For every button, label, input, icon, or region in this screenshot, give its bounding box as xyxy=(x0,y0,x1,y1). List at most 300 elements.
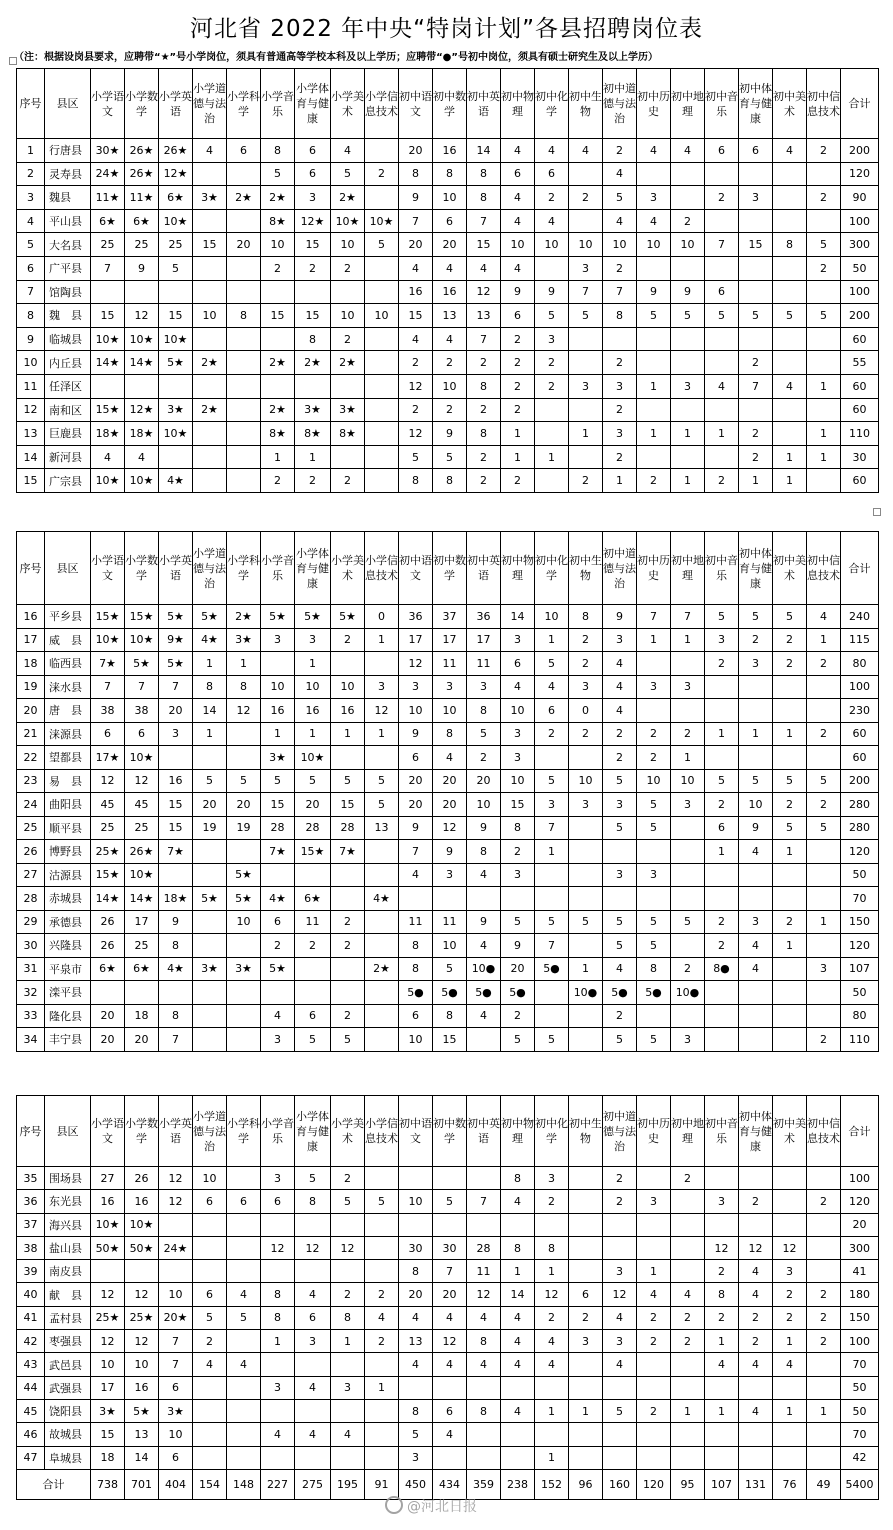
count-cell xyxy=(193,934,227,958)
count-cell xyxy=(739,1446,773,1469)
count-cell xyxy=(91,280,125,304)
count-cell xyxy=(193,910,227,934)
count-cell: 4 xyxy=(501,1353,535,1376)
column-header: 小学美术 xyxy=(331,1096,365,1167)
count-cell: 12 xyxy=(227,699,261,723)
count-cell xyxy=(535,887,569,911)
index-cell: 5 xyxy=(17,233,45,257)
index-cell: 1 xyxy=(17,139,45,163)
count-cell: 115 xyxy=(841,628,879,652)
column-header: 初中化学 xyxy=(535,1096,569,1167)
count-cell xyxy=(159,445,193,469)
count-cell: 8 xyxy=(295,1190,331,1213)
count-cell: 1 xyxy=(569,422,603,446)
count-cell: 12 xyxy=(433,816,467,840)
count-cell: 12 xyxy=(159,1190,193,1213)
count-cell xyxy=(637,1004,671,1028)
count-cell: 4★ xyxy=(159,469,193,493)
count-cell xyxy=(227,1399,261,1422)
count-cell: 8● xyxy=(705,957,739,981)
count-cell xyxy=(365,398,399,422)
count-cell: 1 xyxy=(807,910,841,934)
count-cell: 9 xyxy=(603,605,637,629)
index-cell: 20 xyxy=(17,699,45,723)
count-cell: 2 xyxy=(705,186,739,210)
count-cell: 5 xyxy=(569,304,603,328)
count-cell xyxy=(773,398,807,422)
count-cell xyxy=(365,374,399,398)
count-cell: 3 xyxy=(569,374,603,398)
count-cell: 1 xyxy=(671,422,705,446)
count-cell xyxy=(773,327,807,351)
count-cell: 5 xyxy=(705,304,739,328)
index-cell: 6 xyxy=(17,256,45,280)
count-cell: 5● xyxy=(399,981,433,1005)
count-cell: 25★ xyxy=(91,1306,125,1329)
count-cell: 15★ xyxy=(125,605,159,629)
count-cell xyxy=(433,1446,467,1469)
count-cell: 5 xyxy=(637,793,671,817)
count-cell xyxy=(739,863,773,887)
count-cell: 12★ xyxy=(295,209,331,233)
count-cell: 3 xyxy=(501,746,535,770)
index-cell: 41 xyxy=(17,1306,45,1329)
count-cell: 5 xyxy=(705,769,739,793)
count-cell: 2 xyxy=(637,746,671,770)
table-row xyxy=(17,769,879,793)
count-cell: 10★ xyxy=(365,209,399,233)
count-cell: 10● xyxy=(467,957,501,981)
count-cell: 60 xyxy=(841,746,879,770)
count-cell: 5 xyxy=(773,605,807,629)
count-cell: 4 xyxy=(399,1306,433,1329)
count-cell xyxy=(261,1213,295,1236)
count-cell xyxy=(739,162,773,186)
index-cell: 14 xyxy=(17,445,45,469)
county-cell: 广宗县 xyxy=(45,469,91,493)
count-cell xyxy=(295,1446,331,1469)
count-cell xyxy=(773,162,807,186)
count-cell: 2 xyxy=(637,469,671,493)
count-cell: 15 xyxy=(331,793,365,817)
count-cell xyxy=(569,1423,603,1446)
count-cell: 2 xyxy=(193,1330,227,1353)
count-cell: 10 xyxy=(159,1423,193,1446)
count-cell xyxy=(807,351,841,375)
count-cell: 8 xyxy=(467,1330,501,1353)
count-cell: 60 xyxy=(841,398,879,422)
count-cell xyxy=(261,1399,295,1422)
count-cell: 10 xyxy=(331,304,365,328)
count-cell: 3 xyxy=(399,675,433,699)
county-cell: 滦平县 xyxy=(45,981,91,1005)
column-header: 初中体育与健康 xyxy=(739,532,773,605)
total-cell: 160 xyxy=(603,1469,637,1499)
count-cell: 6 xyxy=(399,1004,433,1028)
count-cell: 38 xyxy=(125,699,159,723)
count-cell: 5 xyxy=(603,1399,637,1422)
count-cell xyxy=(331,280,365,304)
count-cell xyxy=(365,422,399,446)
count-cell: 24★ xyxy=(159,1236,193,1259)
count-cell xyxy=(637,840,671,864)
column-header: 县区 xyxy=(45,69,91,139)
count-cell: 1 xyxy=(365,1376,399,1399)
index-cell: 12 xyxy=(17,398,45,422)
count-cell: 1 xyxy=(501,1260,535,1283)
count-cell: 17 xyxy=(467,628,501,652)
count-cell: 12 xyxy=(261,1236,295,1259)
count-cell: 41 xyxy=(841,1260,879,1283)
count-cell: 2 xyxy=(569,652,603,676)
count-cell xyxy=(467,1446,501,1469)
count-cell xyxy=(365,327,399,351)
column-header: 小学道德与法治 xyxy=(193,69,227,139)
table-corner-marker xyxy=(873,508,881,516)
count-cell xyxy=(193,1446,227,1469)
count-cell: 2 xyxy=(603,1004,637,1028)
count-cell xyxy=(433,1213,467,1236)
count-cell: 2 xyxy=(501,398,535,422)
count-cell: 5★ xyxy=(193,887,227,911)
count-cell xyxy=(773,1190,807,1213)
count-cell xyxy=(807,840,841,864)
count-cell: 5 xyxy=(637,304,671,328)
count-cell xyxy=(739,398,773,422)
count-cell: 2 xyxy=(705,652,739,676)
count-cell xyxy=(331,374,365,398)
table-row xyxy=(17,139,879,163)
count-cell: 4 xyxy=(637,139,671,163)
count-cell: 3 xyxy=(773,1260,807,1283)
column-header: 小学体育与健康 xyxy=(295,69,331,139)
count-cell: 12 xyxy=(399,374,433,398)
count-cell: 5 xyxy=(295,769,331,793)
count-cell: 28 xyxy=(467,1236,501,1259)
count-cell: 5 xyxy=(603,816,637,840)
total-cell: 152 xyxy=(535,1469,569,1499)
index-cell: 23 xyxy=(17,769,45,793)
count-cell: 15 xyxy=(433,1028,467,1052)
count-cell xyxy=(807,675,841,699)
count-cell xyxy=(399,1376,433,1399)
count-cell: 4 xyxy=(501,1330,535,1353)
count-cell: 2 xyxy=(501,469,535,493)
column-header: 初中生物 xyxy=(569,532,603,605)
count-cell xyxy=(365,1236,399,1259)
count-cell xyxy=(807,1004,841,1028)
count-cell: 7 xyxy=(399,209,433,233)
count-cell: 5 xyxy=(365,233,399,257)
column-header: 小学体育与健康 xyxy=(295,532,331,605)
count-cell: 5 xyxy=(535,652,569,676)
count-cell: 5 xyxy=(637,910,671,934)
index-cell: 47 xyxy=(17,1446,45,1469)
count-cell xyxy=(773,280,807,304)
count-cell xyxy=(705,1004,739,1028)
count-cell: 2 xyxy=(467,351,501,375)
count-cell: 2 xyxy=(501,327,535,351)
count-cell: 10 xyxy=(331,233,365,257)
count-cell: 6 xyxy=(159,1446,193,1469)
county-cell: 故城县 xyxy=(45,1423,91,1446)
count-cell xyxy=(331,1353,365,1376)
count-cell xyxy=(637,1446,671,1469)
table-row xyxy=(17,699,879,723)
count-cell xyxy=(671,1446,705,1469)
count-cell xyxy=(671,816,705,840)
table-row xyxy=(17,746,879,770)
count-cell: 7 xyxy=(603,280,637,304)
count-cell xyxy=(227,722,261,746)
count-cell: 5 xyxy=(807,233,841,257)
count-cell: 7 xyxy=(159,1353,193,1376)
column-header: 小学数学 xyxy=(125,69,159,139)
count-cell: 50 xyxy=(841,1399,879,1422)
column-header: 初中体育与健康 xyxy=(739,69,773,139)
count-cell: 9 xyxy=(671,280,705,304)
index-cell: 30 xyxy=(17,934,45,958)
count-cell xyxy=(193,1028,227,1052)
count-cell xyxy=(637,652,671,676)
count-cell: 1 xyxy=(637,374,671,398)
column-header: 初中化学 xyxy=(535,69,569,139)
count-cell: 5 xyxy=(295,1167,331,1190)
total-cell: 148 xyxy=(227,1469,261,1499)
count-cell: 2 xyxy=(773,628,807,652)
table-row xyxy=(17,887,879,911)
count-cell: 30 xyxy=(433,1236,467,1259)
count-cell xyxy=(365,280,399,304)
count-cell: 8 xyxy=(159,934,193,958)
count-cell xyxy=(739,981,773,1005)
count-cell: 230 xyxy=(841,699,879,723)
count-cell xyxy=(671,351,705,375)
count-cell: 10● xyxy=(671,981,705,1005)
count-cell: 200 xyxy=(841,304,879,328)
count-cell xyxy=(807,1423,841,1446)
count-cell: 107 xyxy=(841,957,879,981)
count-cell xyxy=(193,1004,227,1028)
count-cell: 6★ xyxy=(91,957,125,981)
count-cell: 10 xyxy=(501,769,535,793)
index-cell: 4 xyxy=(17,209,45,233)
count-cell: 3★ xyxy=(227,628,261,652)
count-cell: 1 xyxy=(773,1399,807,1422)
count-cell xyxy=(807,1236,841,1259)
count-cell: 5 xyxy=(773,769,807,793)
count-cell: 2 xyxy=(671,209,705,233)
count-cell: 7 xyxy=(569,280,603,304)
count-cell: 11 xyxy=(433,652,467,676)
count-cell xyxy=(671,1376,705,1399)
count-cell: 2 xyxy=(807,256,841,280)
column-header: 初中生物 xyxy=(569,1096,603,1167)
count-cell: 2 xyxy=(637,722,671,746)
count-cell: 2 xyxy=(739,1306,773,1329)
count-cell: 2 xyxy=(705,1260,739,1283)
count-cell xyxy=(705,863,739,887)
count-cell: 12 xyxy=(295,1236,331,1259)
index-cell: 13 xyxy=(17,422,45,446)
county-cell: 新河县 xyxy=(45,445,91,469)
county-cell: 武邑县 xyxy=(45,1353,91,1376)
count-cell: 15 xyxy=(261,304,295,328)
count-cell: 20 xyxy=(91,1028,125,1052)
count-cell: 7 xyxy=(637,605,671,629)
count-cell: 12 xyxy=(365,699,399,723)
count-cell xyxy=(637,699,671,723)
count-cell xyxy=(365,652,399,676)
count-cell: 15 xyxy=(91,304,125,328)
count-cell: 4 xyxy=(535,139,569,163)
count-cell xyxy=(125,981,159,1005)
count-cell xyxy=(739,1004,773,1028)
count-cell: 4 xyxy=(637,209,671,233)
count-cell xyxy=(569,887,603,911)
count-cell xyxy=(569,209,603,233)
count-cell: 3 xyxy=(261,1376,295,1399)
count-cell: 7 xyxy=(125,675,159,699)
count-cell: 8 xyxy=(399,957,433,981)
count-cell: 8 xyxy=(467,840,501,864)
total-cell: 404 xyxy=(159,1469,193,1499)
count-cell xyxy=(365,934,399,958)
count-cell xyxy=(399,1213,433,1236)
count-cell: 3 xyxy=(261,628,295,652)
column-header: 小学音乐 xyxy=(261,69,295,139)
count-cell: 12 xyxy=(91,1283,125,1306)
count-cell: 16 xyxy=(159,769,193,793)
count-cell: 10 xyxy=(261,675,295,699)
count-cell: 80 xyxy=(841,652,879,676)
count-cell: 20 xyxy=(433,233,467,257)
count-cell: 2 xyxy=(773,793,807,817)
index-cell: 39 xyxy=(17,1260,45,1283)
count-cell: 4 xyxy=(671,139,705,163)
count-cell: 50 xyxy=(841,981,879,1005)
count-cell: 1 xyxy=(261,445,295,469)
index-cell: 46 xyxy=(17,1423,45,1446)
count-cell xyxy=(261,1446,295,1469)
count-cell: 3 xyxy=(637,675,671,699)
count-cell: 12 xyxy=(91,769,125,793)
count-cell: 7 xyxy=(91,256,125,280)
count-cell xyxy=(773,1028,807,1052)
count-cell: 4 xyxy=(433,327,467,351)
count-cell: 20 xyxy=(467,769,501,793)
count-cell: 9 xyxy=(399,816,433,840)
count-cell xyxy=(535,863,569,887)
count-cell xyxy=(227,1004,261,1028)
count-cell: 10 xyxy=(739,793,773,817)
count-cell: 4 xyxy=(705,1353,739,1376)
column-header: 小学语文 xyxy=(91,69,125,139)
count-cell: 10 xyxy=(637,769,671,793)
count-cell: 15 xyxy=(159,816,193,840)
count-cell xyxy=(227,422,261,446)
count-cell: 16 xyxy=(295,699,331,723)
count-cell xyxy=(705,1213,739,1236)
count-cell xyxy=(773,209,807,233)
count-cell: 4 xyxy=(467,1306,501,1329)
count-cell: 5 xyxy=(365,793,399,817)
count-cell: 2 xyxy=(603,1167,637,1190)
count-cell: 4 xyxy=(773,374,807,398)
count-cell: 6 xyxy=(295,139,331,163)
county-cell: 沽源县 xyxy=(45,863,91,887)
count-cell: 16 xyxy=(433,139,467,163)
count-cell xyxy=(295,374,331,398)
count-cell xyxy=(365,1028,399,1052)
count-cell: 1 xyxy=(637,422,671,446)
count-cell xyxy=(227,351,261,375)
county-cell: 任泽区 xyxy=(45,374,91,398)
count-cell xyxy=(227,469,261,493)
count-cell: 20 xyxy=(501,957,535,981)
count-cell: 5 xyxy=(603,769,637,793)
count-cell: 5 xyxy=(739,605,773,629)
count-cell: 2 xyxy=(739,1190,773,1213)
count-cell: 4 xyxy=(467,1353,501,1376)
count-cell: 100 xyxy=(841,1330,879,1353)
column-header: 初中历史 xyxy=(637,69,671,139)
count-cell: 25 xyxy=(91,233,125,257)
count-cell: 300 xyxy=(841,233,879,257)
count-cell: 5 xyxy=(501,1028,535,1052)
count-cell: 120 xyxy=(841,934,879,958)
count-cell: 7★ xyxy=(91,652,125,676)
column-header: 初中语文 xyxy=(399,532,433,605)
count-cell: 10 xyxy=(91,1353,125,1376)
count-cell: 8 xyxy=(603,304,637,328)
count-cell: 20★ xyxy=(159,1306,193,1329)
count-cell: 12 xyxy=(467,280,501,304)
count-cell: 42 xyxy=(841,1446,879,1469)
count-cell: 4 xyxy=(739,1399,773,1422)
count-cell: 3 xyxy=(535,327,569,351)
count-cell: 200 xyxy=(841,769,879,793)
count-cell xyxy=(501,887,535,911)
count-cell: 15★ xyxy=(91,398,125,422)
county-cell: 涞源县 xyxy=(45,722,91,746)
count-cell xyxy=(637,327,671,351)
count-cell xyxy=(433,1376,467,1399)
total-label: 合计 xyxy=(17,1469,91,1499)
count-cell xyxy=(261,374,295,398)
count-cell: 1 xyxy=(807,374,841,398)
count-cell: 2 xyxy=(261,469,295,493)
count-cell: 10 xyxy=(535,233,569,257)
column-header: 小学信息技术 xyxy=(365,69,399,139)
count-cell: 6 xyxy=(159,1376,193,1399)
count-cell: 10 xyxy=(365,304,399,328)
count-cell: 5 xyxy=(159,256,193,280)
count-cell: 1 xyxy=(569,1399,603,1422)
count-cell xyxy=(261,1353,295,1376)
count-cell xyxy=(535,981,569,1005)
county-cell: 临城县 xyxy=(45,327,91,351)
count-cell: 8★ xyxy=(261,209,295,233)
count-cell xyxy=(671,1423,705,1446)
count-cell: 4 xyxy=(399,256,433,280)
count-cell: 3 xyxy=(671,793,705,817)
table-row xyxy=(17,1213,879,1236)
count-cell: 10 xyxy=(603,233,637,257)
count-cell: 3 xyxy=(535,793,569,817)
watermark xyxy=(385,1496,535,1522)
count-cell: 2 xyxy=(569,722,603,746)
